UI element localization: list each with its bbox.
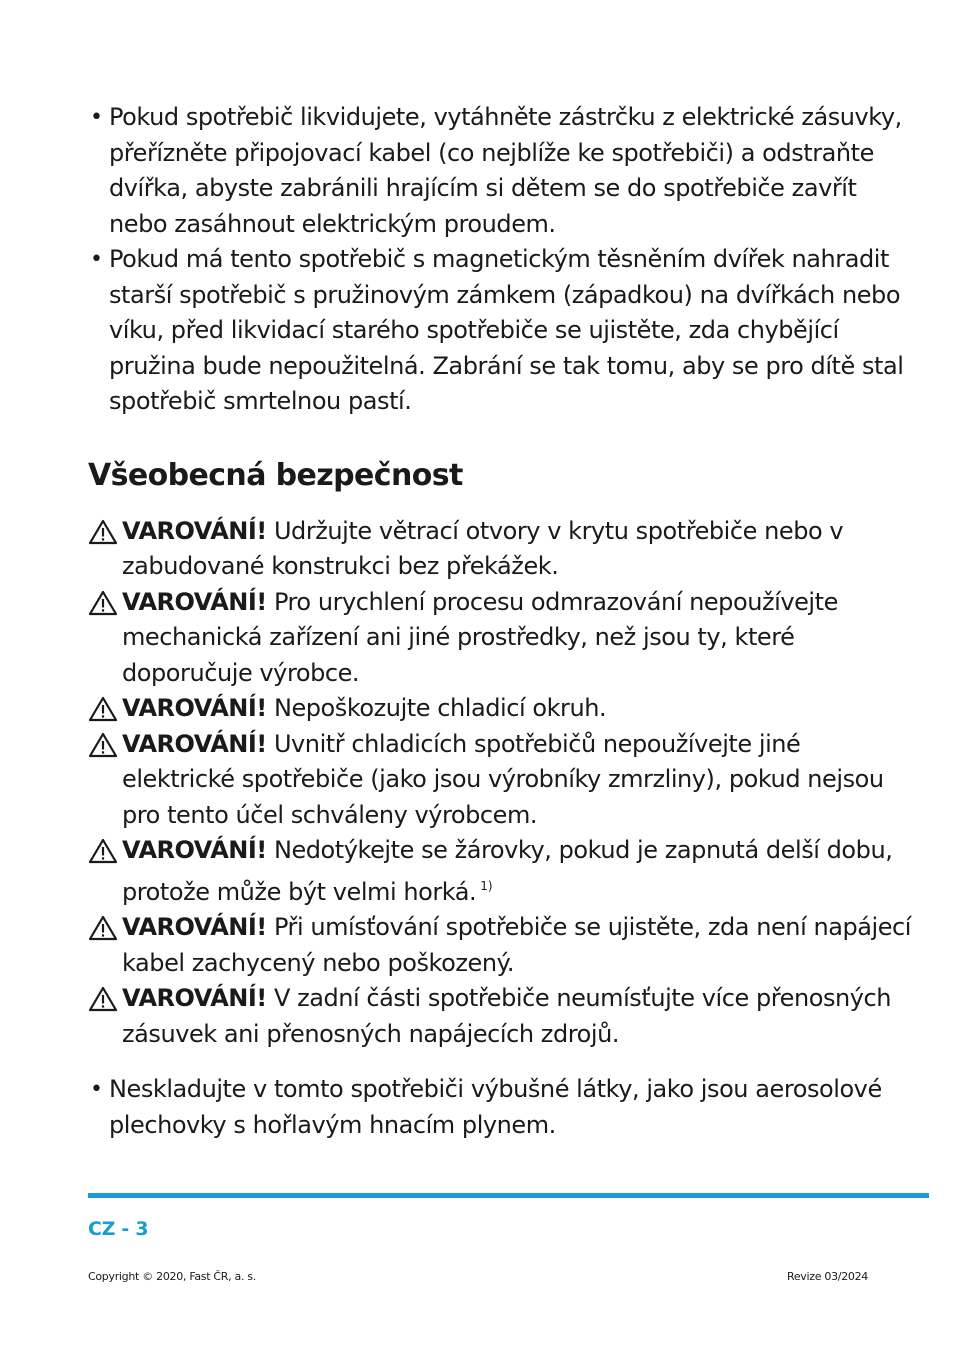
warning-text: Udržujte větrací otvory v krytu spotřebiče nebo v zabudované konstrukci bez překážek.	[122, 516, 844, 580]
warning-text: Uvnitř chladicích spotřebičů nepoužívejte jiné elektrické spotřebiče (jako jsou výrobníky zmrzliny), pokud nejsou pro tento účel schváleny výrobcem.	[122, 729, 884, 829]
copyright-text: Copyright © 2020, Fast ČR, a. s.	[88, 1270, 257, 1283]
warning-item	[88, 727, 918, 834]
warning-label: VAROVÁNÍ!	[122, 913, 267, 941]
bullet-dot: •	[90, 1077, 103, 1102]
warning-triangle-icon	[88, 915, 118, 941]
bullet-item	[88, 242, 918, 420]
warning-text: Nepoškozujte chladicí okruh.	[273, 694, 607, 722]
warning-triangle-icon	[88, 838, 118, 864]
warning-label: VAROVÁNÍ!	[122, 729, 267, 758]
bullet-text: Pokud má tento spotřebič s magnetickým těsněním dvířek nahradit starší spotřebič s pružinovým zámkem (západkou) na dvířkách nebo víku, před likvidací starého spotřebiče se ujistěte, zda chybějící pružina bude nepoužitelná. Zabrání se tak tomu, aby se pro dítě stal spotřebič smrtelnou pastí.	[109, 245, 904, 415]
bullet-text: Pokud spotřebič likvidujete, vytáhněte zástrčku z elektrické zásuvky, přeřízněte připojovací kabel (co nejblíže ke spotřebiči) a odstraňte dvířka, abyste zabránili hrajícím si dětem se do spotřebiče zavřít nebo zasáhnout elektrickým proudem.	[109, 103, 902, 238]
bullet-text: Neskladujte v tomto spotřebiči výbušné látky, jako jsou aerosolové plechovky s hořlavým hnacím plynem.	[109, 1075, 882, 1139]
warning-item	[88, 585, 918, 692]
revision-text: Revize 03/2024	[786, 1270, 868, 1283]
warning-label: VAROVÁNÍ!	[122, 694, 267, 722]
warning-text: Při umísťování spotřebiče se ujistěte, zda není napájecí kabel zachycený nebo poškozený.	[122, 913, 912, 977]
warning-item	[88, 910, 918, 981]
bullet-dot: •	[90, 247, 103, 272]
bullet-dot: •	[90, 105, 103, 130]
footnote-mark: 1)	[480, 878, 493, 893]
warning-triangle-icon	[88, 519, 118, 545]
bullet-item	[88, 100, 918, 242]
warning-label: VAROVÁNÍ!	[122, 984, 267, 1012]
warning-triangle-icon	[88, 986, 118, 1012]
page-content	[88, 100, 918, 1143]
warning-text: Nedotýkejte se žárovky, pokud je zapnutá delší dobu, protože může být velmi horká.	[122, 836, 893, 906]
page-number: CZ - 3	[88, 1218, 149, 1240]
warning-label: VAROVÁNÍ!	[122, 587, 267, 616]
warning-label: VAROVÁNÍ!	[122, 516, 267, 545]
warning-label: VAROVÁNÍ!	[122, 836, 267, 864]
warning-triangle-icon	[88, 590, 118, 616]
warning-item	[88, 981, 918, 1052]
warning-item	[88, 833, 918, 910]
footer-rule	[88, 1193, 929, 1198]
warning-triangle-icon	[88, 732, 118, 758]
warning-text: V zadní části spotřebiče neumísťujte více přenosných zásuvek ani přenosných napájecích zdrojů.	[122, 984, 892, 1048]
warning-item	[88, 514, 918, 585]
bullet-item	[88, 1072, 918, 1143]
warning-triangle-icon	[88, 696, 118, 722]
section-heading: Všeobecná bezpečnost	[88, 457, 463, 493]
warning-item	[88, 691, 918, 727]
warning-text: Pro urychlení procesu odmrazování nepoužívejte mechanická zařízení ani jiné prostředky, než jsou ty, které doporučuje výrobce.	[122, 587, 838, 687]
